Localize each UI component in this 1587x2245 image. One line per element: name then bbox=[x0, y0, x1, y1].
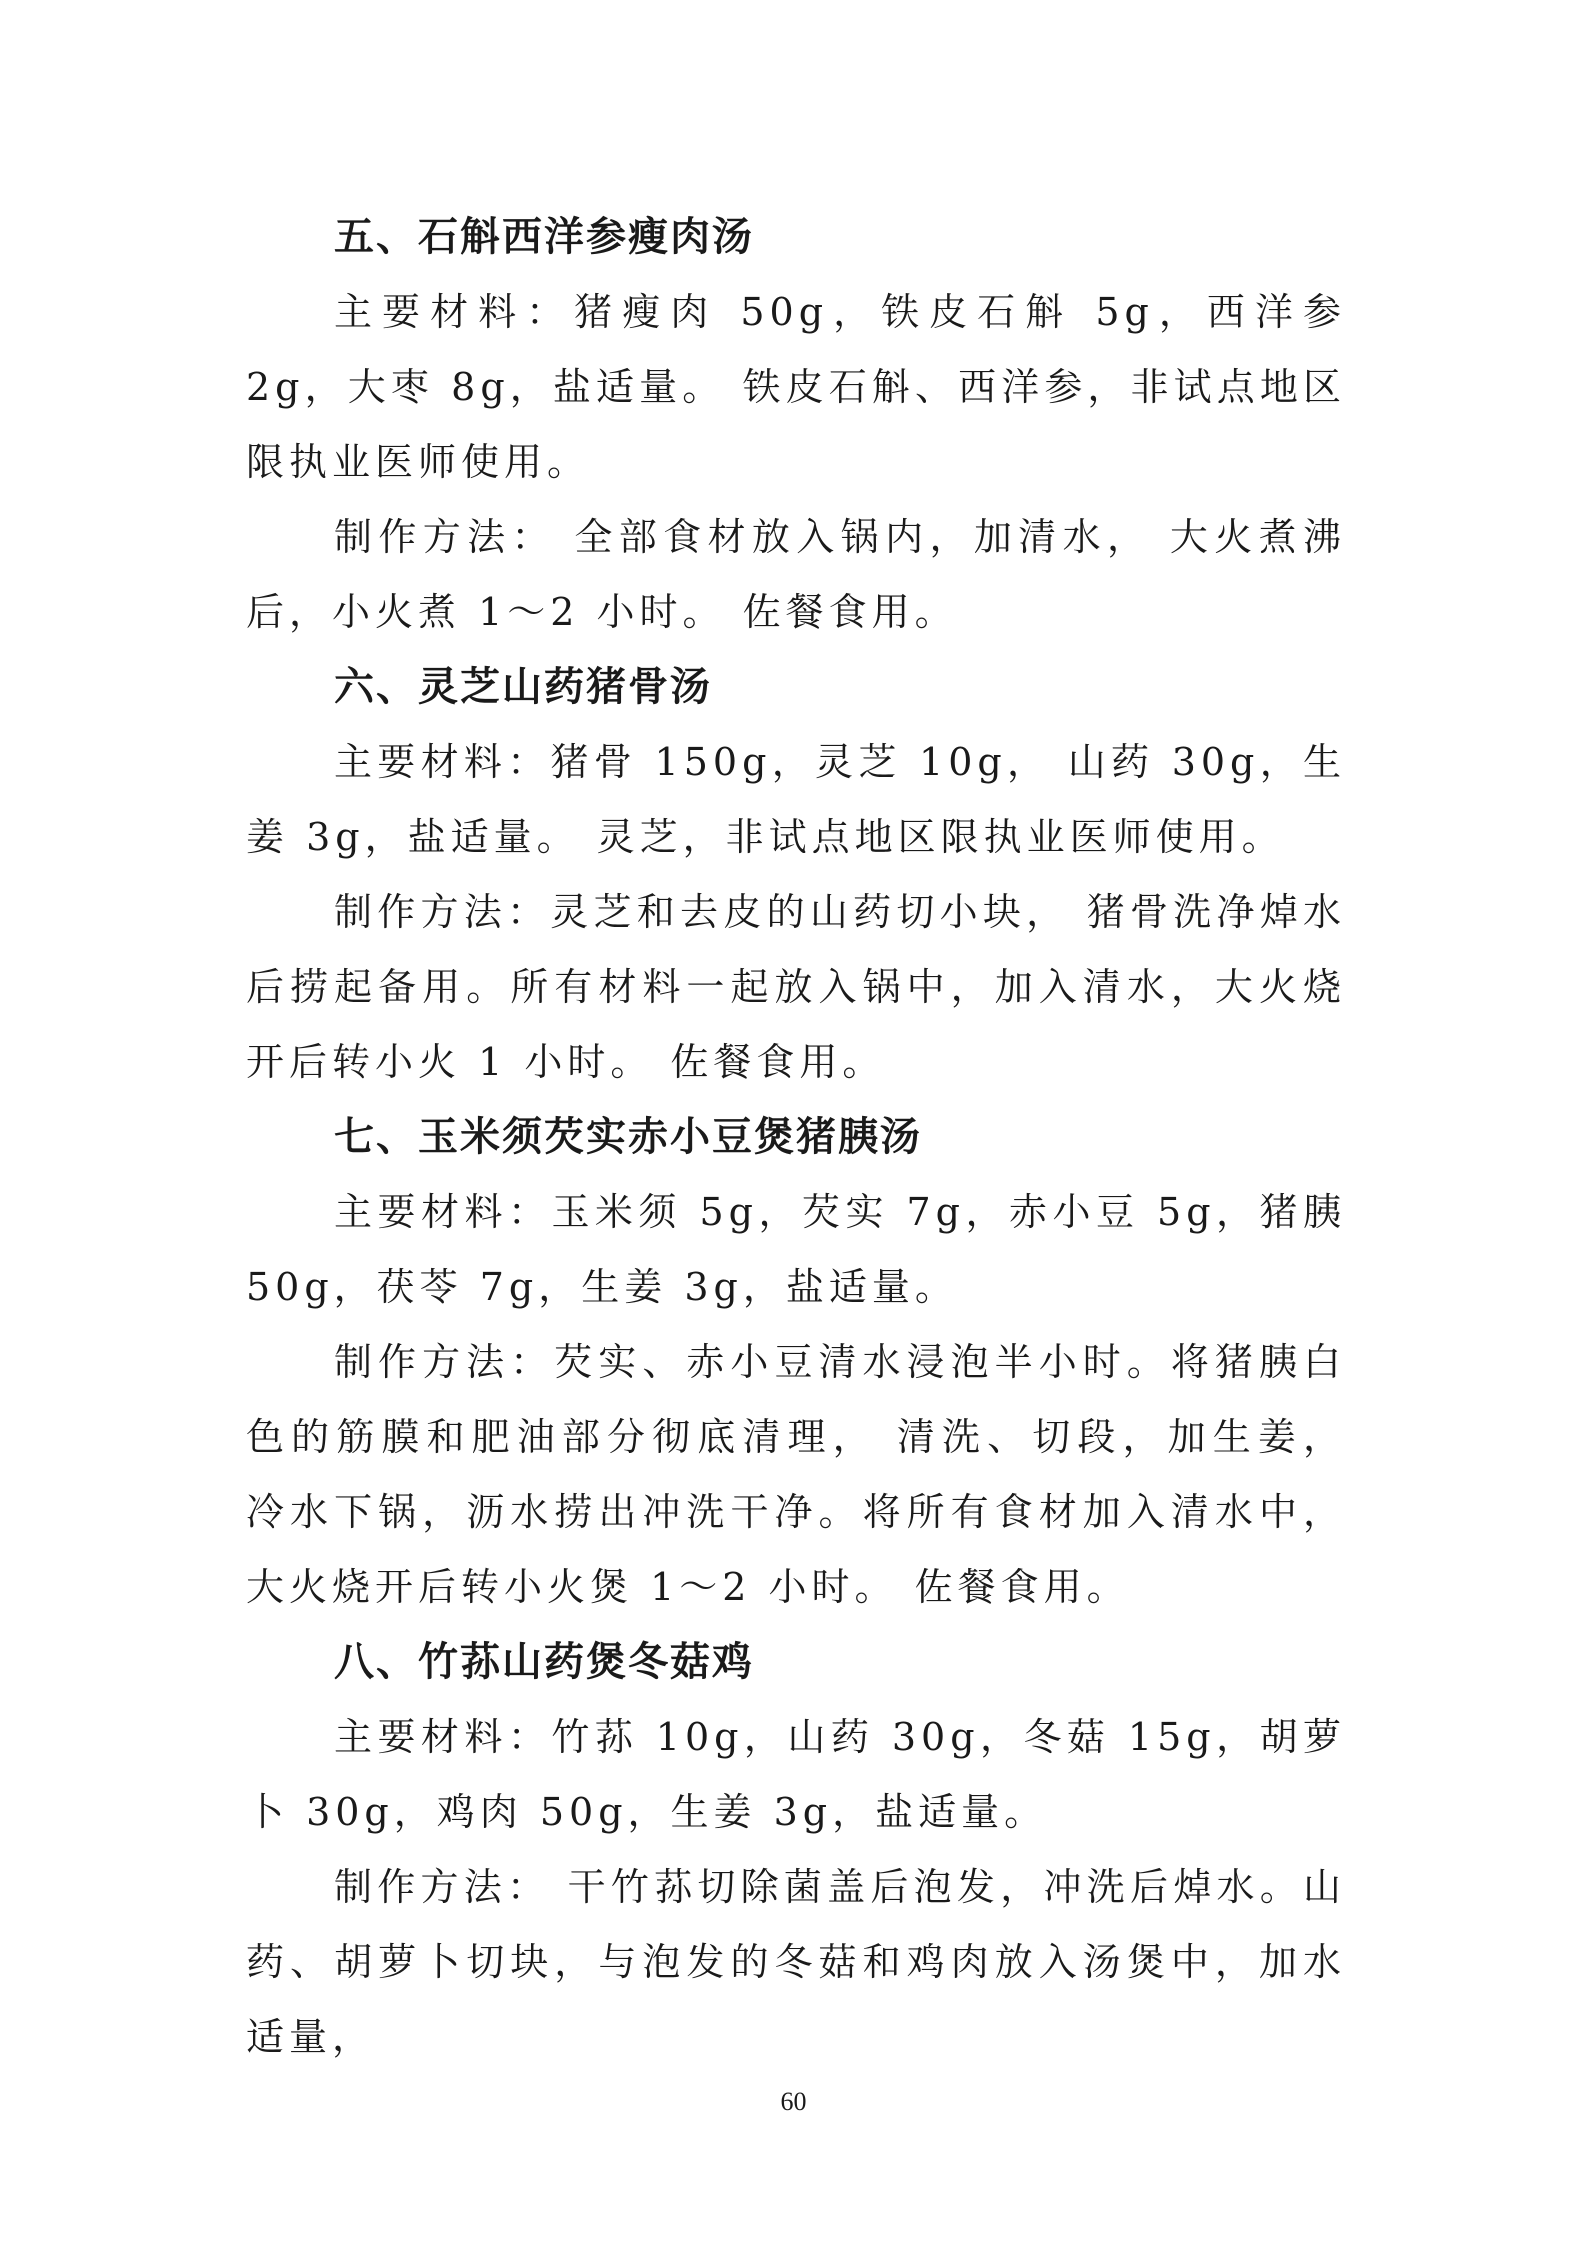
document-page bbox=[246, 200, 1364, 2075]
recipe-ingredients: 主要材料：猪瘦肉 50g，铁皮石斛 5g，西洋参 2g，大枣 8g，盐适量。 铁皮石斛、西洋参，非试点地区限执业医师使用。 bbox=[246, 290, 1364, 484]
recipe-ingredients: 主要材料：竹荪 10g，山药 30g，冬菇 15g，胡萝卜 30g，鸡肉 50g，生姜 3g，盐适量。 bbox=[246, 1715, 1346, 1834]
recipe-title: 六、灵芝山药猪骨汤 bbox=[334, 664, 712, 710]
recipe-section bbox=[246, 200, 1364, 650]
recipe-ingredients: 主要材料：猪骨 150g，灵芝 10g， 山药 30g，生姜 3g，盐适量。 灵芝，非试点地区限执业医师使用。 bbox=[246, 740, 1346, 859]
recipe-method: 制作方法： 全部食材放入锅内，加清水， 大火煮沸后，小火煮 1～2 小时。 佐餐食用。 bbox=[246, 515, 1346, 634]
recipe-method: 制作方法： 干竹荪切除菌盖后泡发，冲洗后焯水。山药、胡萝卜切块，与泡发的冬菇和鸡肉放入汤煲中，加水适量， bbox=[246, 1865, 1346, 2059]
recipe-title: 七、玉米须芡实赤小豆煲猪胰汤 bbox=[334, 1114, 922, 1160]
recipe-title: 五、石斛西洋参瘦肉汤 bbox=[334, 214, 754, 260]
recipe-method: 制作方法：芡实、赤小豆清水浸泡半小时。将猪胰白色的筋膜和肥油部分彻底清理， 清洗、切段，加生姜， 冷水下锅，沥水捞出冲洗干净。将所有食材加入清水中， 大火烧开后转小火煲 1～2 小时。 佐餐食用。 bbox=[246, 1340, 1364, 1609]
recipe-title: 八、竹荪山药煲冬菇鸡 bbox=[334, 1639, 754, 1685]
recipe-method: 制作方法：灵芝和去皮的山药切小块， 猪骨洗净焯水后捞起备用。所有材料一起放入锅中，加入清水，大火烧开后转小火 1 小时。 佐餐食用。 bbox=[246, 890, 1346, 1084]
recipe-ingredients: 主要材料：玉米须 5g，芡实 7g，赤小豆 5g，猪胰 50g，茯苓 7g，生姜 3g，盐适量。 bbox=[246, 1190, 1364, 1309]
recipe-section bbox=[246, 1625, 1346, 2075]
recipe-section bbox=[246, 1100, 1364, 1625]
recipe-section bbox=[246, 650, 1346, 1100]
page-number: 60 bbox=[780, 2087, 807, 2116]
